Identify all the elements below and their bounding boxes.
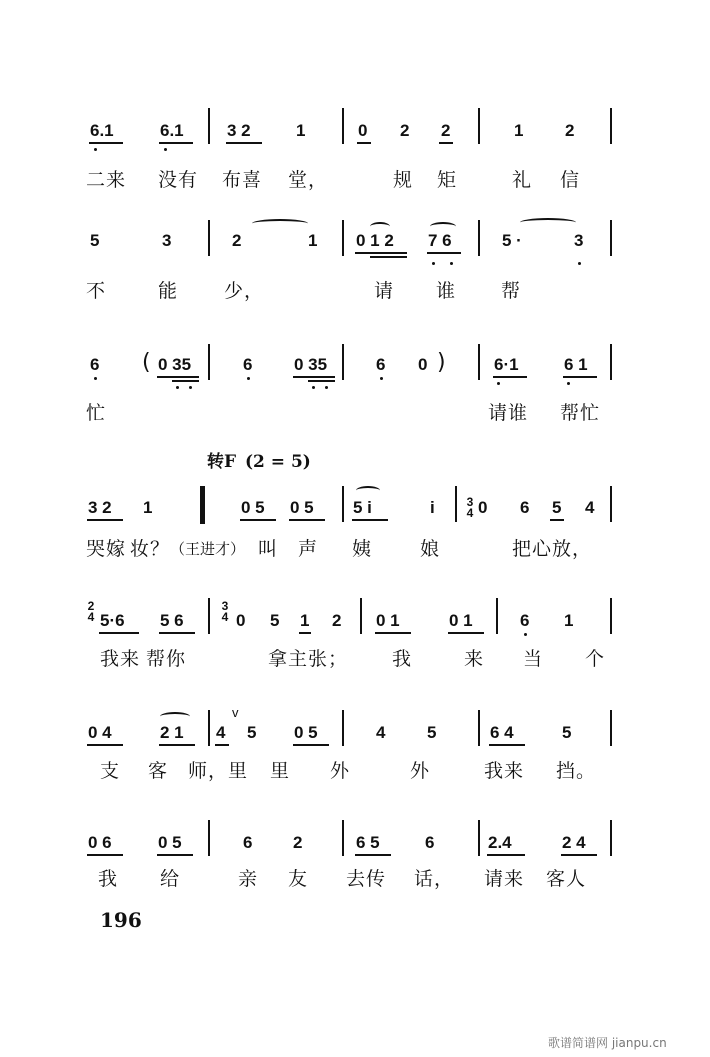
note: 2 (441, 121, 451, 140)
note: 6 (425, 833, 435, 852)
slur (252, 219, 308, 228)
note: 2.4 (488, 833, 512, 852)
bar-line (342, 220, 344, 256)
lyric: 外 (330, 760, 351, 782)
lyric: 哭嫁 (86, 538, 127, 560)
underline (487, 854, 525, 856)
bar-line (342, 344, 344, 380)
lyric: 请来 (484, 868, 525, 890)
watermark: 歌谱简谱网 jianpu.cn (548, 1036, 667, 1050)
note: 1 (564, 611, 574, 630)
lyric: 忙 (86, 402, 107, 424)
note: 3 2 (227, 121, 251, 140)
note: 1 (300, 611, 310, 630)
close-paren: ) (437, 350, 446, 375)
bar-line (478, 220, 480, 256)
underline (355, 854, 391, 856)
note: 0 35 (294, 355, 328, 374)
note: 2 (565, 121, 575, 140)
bar-line (342, 486, 344, 522)
low-dot (189, 386, 192, 389)
note: 6·1 (494, 355, 519, 374)
underline (87, 854, 123, 856)
low-dot (524, 633, 527, 636)
note: 0 1 (449, 611, 473, 630)
note: 6 (243, 833, 253, 852)
lyric: 来 (464, 648, 485, 670)
key-change-expression: (2 = 5) (245, 452, 311, 472)
lyric: 妆？ (130, 538, 171, 560)
underline (563, 376, 597, 378)
underline (357, 142, 371, 144)
underline (240, 519, 276, 521)
note: 6 (243, 355, 253, 374)
low-dot (176, 386, 179, 389)
underline (159, 632, 195, 634)
bar-line (342, 108, 344, 144)
note: 1 (143, 498, 153, 517)
bar-line (610, 820, 612, 856)
note: 2 4 (562, 833, 586, 852)
slur (520, 218, 576, 227)
bar-line (610, 220, 612, 256)
slur (430, 222, 456, 231)
note: 5 i (353, 498, 372, 517)
note: 2 (332, 611, 342, 630)
lyric: 我 (392, 648, 413, 670)
note: 5 6 (160, 611, 184, 630)
note: 4 (376, 723, 386, 742)
note: 0 5 (294, 723, 318, 742)
underline (226, 142, 262, 144)
note: 0 5 (290, 498, 314, 517)
lyric: 少， (224, 280, 265, 302)
slur (160, 712, 190, 721)
note: 1 (514, 121, 524, 140)
underline (493, 376, 527, 378)
lyric: 拿主张； (268, 648, 349, 670)
bar-line (208, 108, 210, 144)
lyric: 不 (86, 280, 107, 302)
note: 6 (376, 355, 386, 374)
lyric: 请 (374, 280, 395, 302)
lyric: 客人 (546, 868, 587, 890)
note: 2 (400, 121, 410, 140)
slur (370, 222, 390, 231)
note: 0 6 (88, 833, 112, 852)
lyric: 声 (298, 538, 319, 560)
note: 2 (293, 833, 303, 852)
lyric: 我 (98, 868, 119, 890)
low-dot (325, 386, 328, 389)
lyric: 叫 (258, 538, 279, 560)
low-dot (94, 377, 97, 380)
note: 0 1 2 (356, 231, 394, 250)
lyric: 挡。 (556, 760, 597, 782)
lyric: 堂， (288, 169, 329, 191)
slur (356, 486, 380, 495)
lyric: 友 (288, 868, 309, 890)
lyric: 布喜 (222, 169, 263, 191)
lyric: 姨 (352, 538, 373, 560)
lyric: 给 (160, 868, 181, 890)
bar-line (610, 344, 612, 380)
underline (157, 376, 199, 378)
bar-line (610, 108, 612, 144)
underline (352, 519, 388, 521)
low-dot (94, 148, 97, 151)
underline (448, 632, 484, 634)
note: 6 5 (356, 833, 380, 852)
lyric: 二来 (86, 169, 127, 191)
note: 0 5 (158, 833, 182, 852)
lyric: 把心放， (512, 538, 593, 560)
note: 3 (162, 231, 172, 250)
underline (489, 744, 525, 746)
note: 0 5 (241, 498, 265, 517)
note: 2 (232, 231, 242, 250)
lyric: 礼 (512, 169, 533, 191)
note: 6.1 (160, 121, 184, 140)
bar-line (208, 710, 210, 746)
time-signature: 2 4 (87, 599, 95, 624)
note: 6 (520, 498, 530, 517)
low-dot (567, 382, 570, 385)
underline (370, 256, 407, 258)
note: i (430, 498, 435, 517)
underline (159, 744, 195, 746)
bar-line (610, 710, 612, 746)
note: 1 (296, 121, 306, 140)
lyric: 我来 (100, 648, 141, 670)
low-dot (432, 262, 435, 265)
note: 3 (574, 231, 584, 250)
lyric: 客 (148, 760, 169, 782)
note: 2 1 (160, 723, 184, 742)
note: 6.1 (90, 121, 114, 140)
note: 6 (90, 355, 100, 374)
bar-line (610, 486, 612, 522)
bar-line (478, 710, 480, 746)
bar-line (360, 598, 362, 634)
underline (299, 632, 311, 634)
underline (561, 854, 597, 856)
note: 5 (427, 723, 437, 742)
note: 7 6 (428, 231, 452, 250)
time-signature: 3 4 (466, 495, 474, 520)
note: 0 1 (376, 611, 400, 630)
note: v (232, 705, 239, 720)
lyric: （王进才） (170, 540, 246, 558)
underline (289, 519, 325, 521)
double-bar-line (200, 486, 205, 524)
lyric: 请谁 (488, 402, 529, 424)
underline (355, 252, 407, 254)
underline (427, 252, 461, 254)
lyric: 帮你 (146, 648, 187, 670)
underline (99, 632, 139, 634)
lyric: 个 (585, 648, 606, 670)
note: 4 (216, 723, 226, 742)
lyric: 规 (393, 169, 414, 191)
underline (439, 142, 453, 144)
time-signature: 3 4 (221, 599, 229, 624)
note: 1 (308, 231, 318, 250)
lyric: 谁 (436, 280, 457, 302)
low-dot (312, 386, 315, 389)
low-dot (380, 377, 383, 380)
underline (308, 380, 335, 382)
note: 5·6 (100, 611, 125, 630)
underline (157, 854, 193, 856)
lyric: 帮 (501, 280, 522, 302)
underline (87, 519, 123, 521)
lyric: 娘 (420, 538, 441, 560)
low-dot (578, 262, 581, 265)
note: 0 (478, 498, 488, 517)
lyric: 师，里 (188, 760, 249, 782)
note: 5 (270, 611, 280, 630)
bar-line (208, 820, 210, 856)
lyric: 里 (270, 760, 291, 782)
lyric: 亲 (238, 868, 259, 890)
open-paren: ( (142, 350, 151, 375)
low-dot (247, 377, 250, 380)
underline (550, 519, 564, 521)
bar-line (496, 598, 498, 634)
lyric: 没有 (158, 169, 199, 191)
lyric: 矩 (437, 169, 458, 191)
bar-line (208, 598, 210, 634)
bar-line (208, 220, 210, 256)
underline (293, 376, 335, 378)
bar-line (342, 820, 344, 856)
bar-line (208, 344, 210, 380)
lyric: 我来 (484, 760, 525, 782)
bar-line (342, 710, 344, 746)
note: 4 (585, 498, 595, 517)
note: 0 4 (88, 723, 112, 742)
bar-line (610, 598, 612, 634)
underline (293, 744, 329, 746)
underline (375, 632, 411, 634)
low-dot (164, 148, 167, 151)
note: 3 2 (88, 498, 112, 517)
note: 5 (552, 498, 562, 517)
note: 5 (90, 231, 100, 250)
note: 5 (247, 723, 257, 742)
underline (87, 744, 123, 746)
lyric: 去传 (346, 868, 387, 890)
lyric: 支 (100, 760, 121, 782)
lyric: 当 (523, 648, 544, 670)
note: 0 (236, 611, 246, 630)
page-number: 196 (100, 908, 142, 932)
note: 6 (520, 611, 530, 630)
underline (89, 142, 123, 144)
bar-line (455, 486, 457, 522)
bar-line (478, 108, 480, 144)
lyric: 帮忙 (560, 402, 601, 424)
underline (159, 142, 193, 144)
bar-line (478, 344, 480, 380)
note: 5 · (502, 231, 522, 250)
note: 0 35 (158, 355, 192, 374)
note: 6 1 (564, 355, 588, 374)
low-dot (450, 262, 453, 265)
key-change-label: 转F (207, 452, 237, 472)
lyric: 能 (158, 280, 179, 302)
note: 0 (418, 355, 428, 374)
lyric: 话， (414, 868, 455, 890)
underline (172, 380, 199, 382)
bar-line (478, 820, 480, 856)
note: 0 (358, 121, 368, 140)
underline (215, 744, 229, 746)
low-dot (497, 382, 500, 385)
lyric: 信 (560, 169, 581, 191)
note: 6 4 (490, 723, 514, 742)
note: 5 (562, 723, 572, 742)
lyric: 外 (410, 760, 431, 782)
